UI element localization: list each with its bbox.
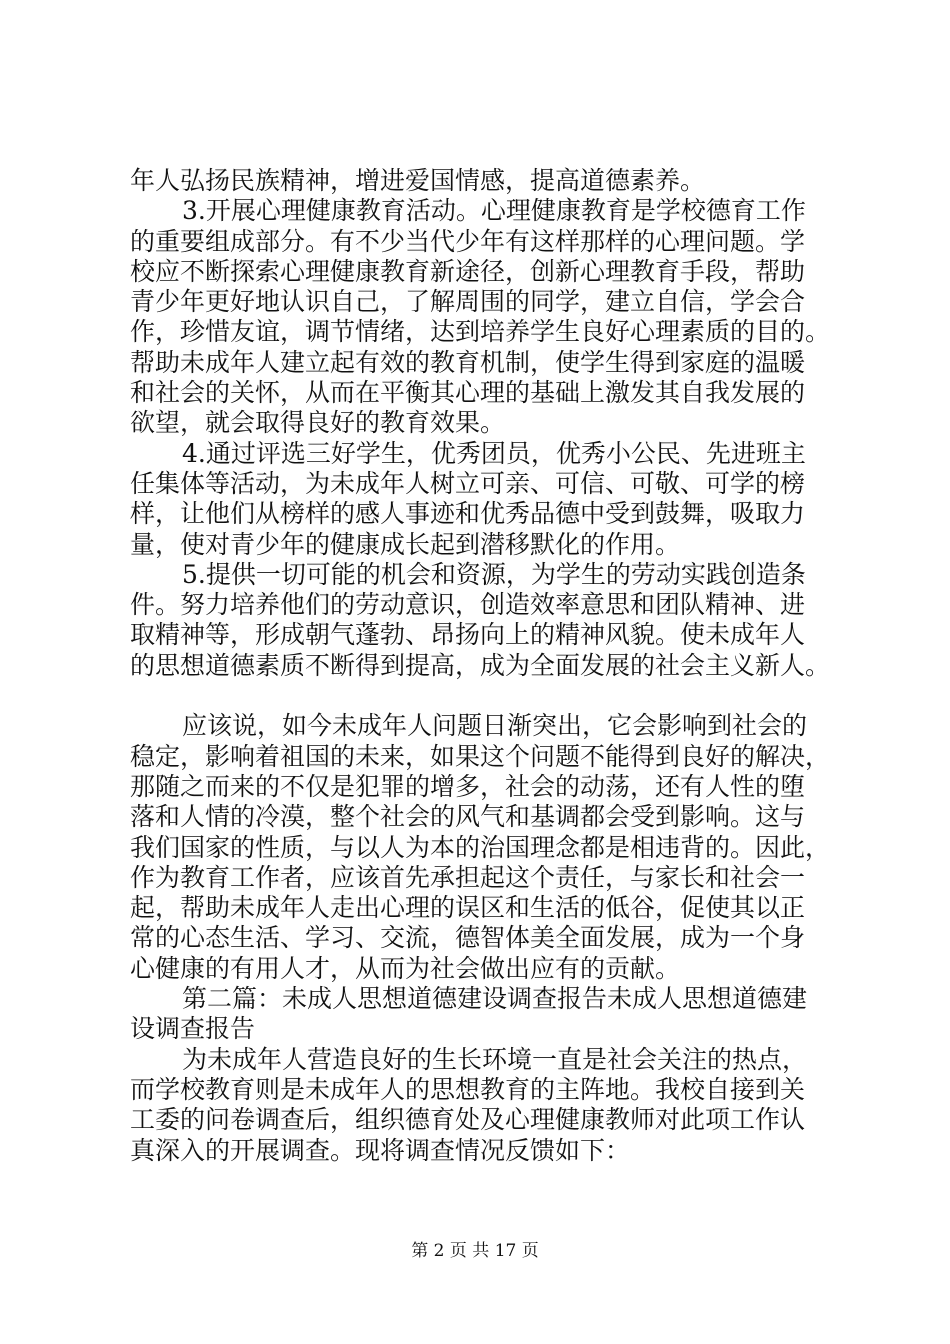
- document-body: [130, 166, 840, 1166]
- text-line: 工委的问卷调查后，组织德育处及心理健康教师对此项工作认: [130, 1105, 806, 1135]
- text-line: 应该说，如今未成年人问题日渐突出，它会影响到社会的: [182, 711, 808, 741]
- text-line: 那随之而来的不仅是犯罪的增多，社会的动荡，还有人性的堕: [130, 771, 806, 801]
- text-line: 真深入的开展调查。现将调查情况反馈如下：: [130, 1135, 631, 1165]
- text-line: 稳定，影响着祖国的未来，如果这个问题不能得到良好的解决，: [130, 741, 831, 771]
- text-line: 作为教育工作者，应该首先承担起这个责任，与家长和社会一: [130, 862, 806, 892]
- text-line: 3.开展心理健康教育活动。心理健康教育是学校德育工作: [182, 196, 806, 226]
- page-number-footer: 第 2 页 共 17 页: [411, 1241, 539, 1261]
- section-heading-line: 第二篇：未成人思想道德建设调查报告未成人思想道德建: [182, 984, 808, 1014]
- text-line: 取精神等，形成朝气蓬勃、昂扬向上的精神风貌。使未成年人: [130, 620, 806, 650]
- text-line: 5.提供一切可能的机会和资源，为学生的劳动实践创造条: [182, 559, 806, 589]
- text-line: 而学校教育则是未成年人的思想教育的主阵地。我校自接到关: [130, 1074, 806, 1104]
- text-line: 校应不断探索心理健康教育新途径，创新心理教育手段，帮助: [130, 256, 806, 286]
- text-line: 的重要组成部分。有不少当代少年有这样那样的心理问题。学: [130, 226, 806, 256]
- text-line: 样，让他们从榜样的感人事迹和优秀品德中受到鼓舞，吸取力: [130, 499, 806, 529]
- text-line: 4.通过评选三好学生，优秀团员，优秀小公民、先进班主: [182, 438, 806, 468]
- text-line: 落和人情的冷漠，整个社会的风气和基调都会受到影响。这与: [130, 802, 806, 832]
- text-line: 为未成年人营造良好的生长环境一直是社会关注的热点，: [182, 1044, 808, 1074]
- text-line: 件。努力培养他们的劳动意识，创造效率意思和团队精神、进: [130, 590, 806, 620]
- text-line: 心健康的有用人才，从而为社会做出应有的贡献。: [130, 953, 681, 983]
- text-line: 和社会的关怀，从而在平衡其心理的基础上激发其自我发展的: [130, 378, 806, 408]
- text-line: 青少年更好地认识自己，了解周围的同学，建立自信，学会合: [130, 287, 806, 317]
- text-line: 的思想道德素质不断得到提高，成为全面发展的社会主义新人。: [130, 650, 831, 680]
- text-line: 欲望，就会取得良好的教育效果。: [130, 408, 506, 438]
- text-line: 年人弘扬民族精神，增进爱国情感，提高道德素养。: [130, 166, 706, 195]
- text-line: 作，珍惜友谊，调节情绪，达到培养学生良好心理素质的目的。: [130, 317, 831, 347]
- text-line: 量，使对青少年的健康成长起到潜移默化的作用。: [130, 529, 681, 559]
- text-line: 常的心态生活、学习、交流，德智体美全面发展，成为一个身: [130, 923, 806, 953]
- text-line: 任集体等活动，为未成年人树立可亲、可信、可敬、可学的榜: [130, 468, 806, 498]
- text-line: 起，帮助未成年人走出心理的误区和生活的低谷，促使其以正: [130, 893, 806, 923]
- paragraph-gap: [130, 681, 840, 711]
- text-line: 我们国家的性质，与以人为本的治国理念都是相违背的。因此，: [130, 832, 831, 862]
- section-heading-line: 设调查报告: [130, 1014, 256, 1044]
- text-line: 帮助未成年人建立起有效的教育机制，使学生得到家庭的温暖: [130, 347, 806, 377]
